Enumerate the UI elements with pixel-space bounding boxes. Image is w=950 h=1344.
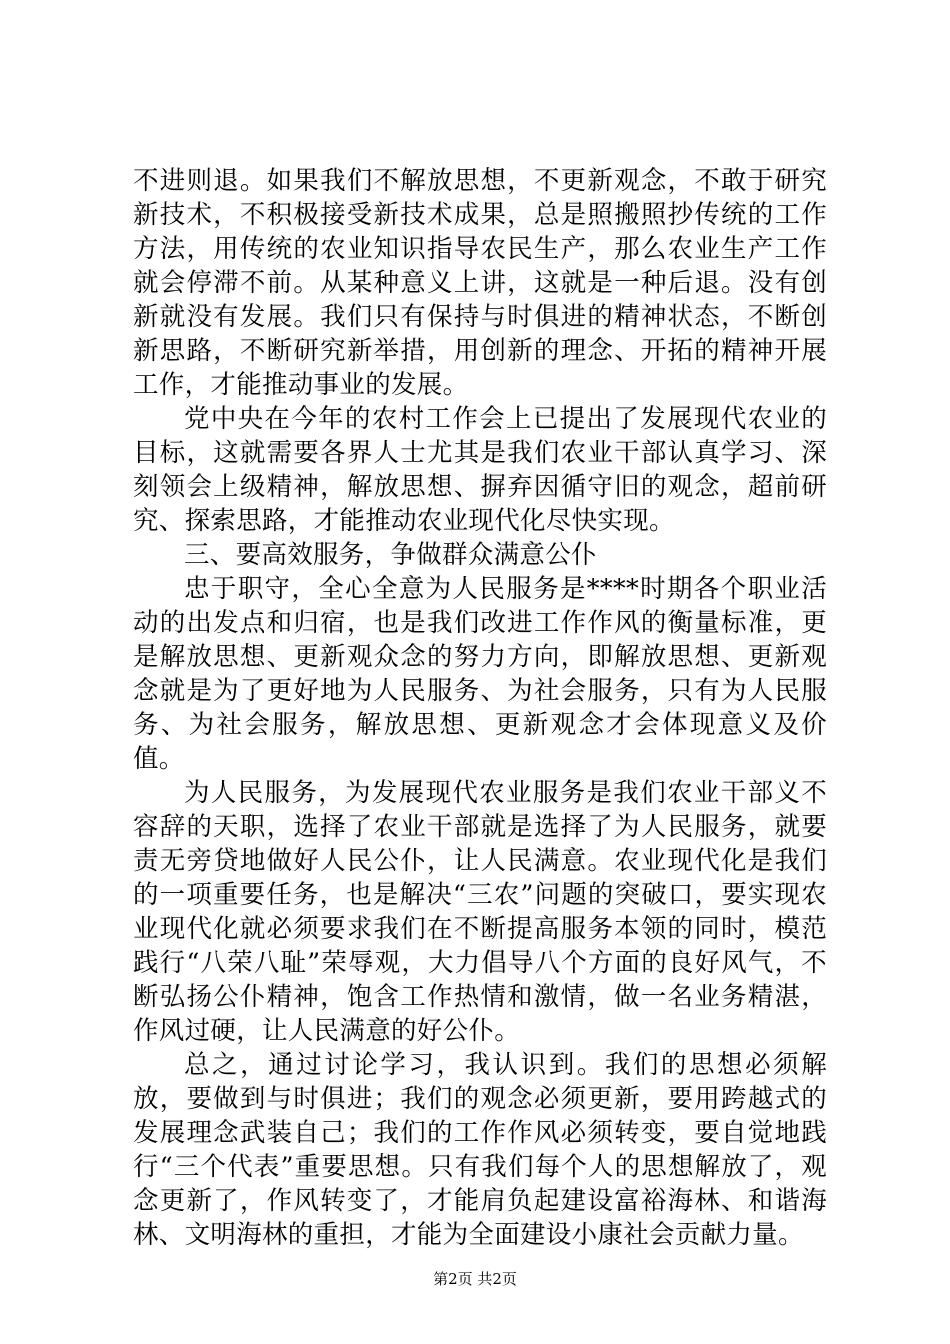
paragraph-conclusion: 总之，通过讨论学习，我认识到。我们的思想必须解放，要做到与时俱进；我们的观念必须更新，要用跨越式的发展理念武装自己；我们的工作作风必须转变，要自觉地践行“三个代表”重要思想。只有我们每个人的思想解放了，观念更新了，作风转变了，才能肩负起建设富裕海林、和谐海林、文明海林的重担，才能为全面建设小康社会贡献力量。 — [133, 1050, 827, 1250]
paragraph-continuation: 不进则退。如果我们不解放思想，不更新观念，不敢于研究新技术，不积极接受新技术成果，总是照搬照抄传统的工作方法，用传统的农业知识指导农民生产，那么农业生产工作就会停滞不前。从某种意义上讲，这就是一种后退。没有创新就没有发展。我们只有保持与时俱进的精神状态，不断创新思路，不断研究新举措，用创新的理念、开拓的精神开展工作，才能推动事业的发展。 — [133, 166, 827, 400]
paragraph-agricultural-cadres: 为人民服务，为发展现代农业服务是我们农业干部义不容辞的天职，选择了农业干部就是选择了为人民服务，就要责无旁贷地做好人民公仆，让人民满意。农业现代化是我们的一项重要任务，也是解决“三农”问题的突破口，要实现农业现代化就必须要求我们在不断提高服务本领的同时，模范践行“八荣八耻”荣辱观，大力倡导八个方面的良好风气，不断弘扬公仆精神，饱含工作热情和激情，做一名业务精湛，作风过硬，让人民满意的好公仆。 — [133, 778, 827, 1046]
paragraph-serve-people: 忠于职守，全心全意为人民服务是****时期各个职业活动的出发点和归宿，也是我们改进工作作风的衡量标准，更是解放思想、更新观众念的努力方向，即解放思想、更新观念就是为了更好地为人民服务、为社会服务，只有为人民服务、为社会服务，解放思想、更新观念才会体现意义及价值。 — [133, 574, 827, 774]
page-number-footer: 第2页 共2页 — [433, 1270, 517, 1288]
document-body — [133, 164, 827, 1252]
paragraph-modern-agriculture: 党中央在今年的农村工作会上已提出了发展现代农业的目标，这就需要各界人士尤其是我们农业干部认真学习、深刻领会上级精神，解放思想、摒弃因循守旧的观念，超前研究、探索思路，才能推动农业现代化尽快实现。 — [133, 404, 827, 536]
section-heading-efficient-service: 三、要高效服务，争做群众满意公仆 — [184, 540, 597, 570]
